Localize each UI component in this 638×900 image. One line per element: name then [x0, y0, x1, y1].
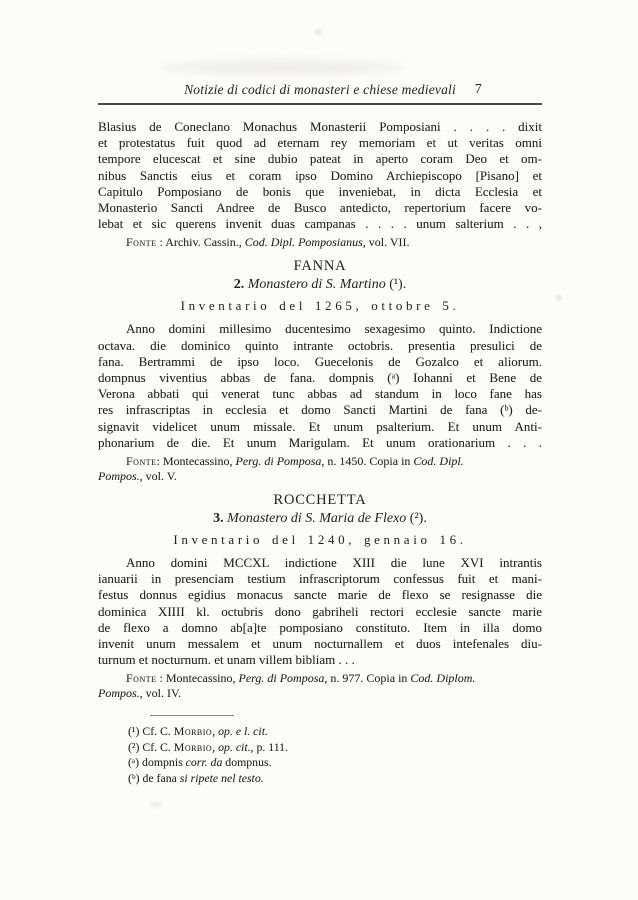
footnote-text: p. 111. [253, 739, 289, 754]
text-line: tempore elucescat et sine dubio pateat in aperto coram Deo et om- [98, 151, 542, 167]
entry-heading-rocchetta [98, 511, 542, 529]
footnote-marker: (ᵃ) [128, 755, 140, 770]
source-note-line [98, 469, 542, 484]
fonte-citation-italic: Pompos., [98, 686, 143, 701]
source-note-intro [98, 235, 542, 250]
footnote-text: Cf. C. [139, 739, 174, 754]
fonte-text: : Montecassino, [156, 671, 239, 686]
text-line: dominica XIIII kl. octubris dono gabriheli rectori ecclesie sancte marie [98, 603, 542, 619]
fonte-label: Fonte [126, 235, 157, 250]
text-line: dompnus viventius abbas de fana. dompnis (ᵃ) Iohanni et Bene de [98, 370, 542, 386]
text-line: et protestatus fuit quod ad eternam rey memoriam et ut veritas omni [98, 135, 542, 151]
footnote-smallcaps: Morbio [173, 739, 213, 754]
text-line: phonarium de die. Et unum Marigulam. Et unum orationarium . . . [98, 434, 542, 450]
scan-artifact [160, 60, 405, 75]
entry-heading-fanna [98, 277, 542, 295]
running-header-title: Notizie di codici di monasteri e chiese medievali [184, 82, 456, 97]
footnote-italic: op. e l. cit. [218, 724, 268, 739]
fonte-citation-italic: Cod. Dipl. Pomposianus, [244, 235, 366, 250]
text-line: res infrascriptas in ecclesia et domo Sancti Martini de fana (ᵇ) de- [98, 402, 542, 418]
fonte-text: : Montecassino, [156, 454, 236, 469]
source-note-line [98, 671, 542, 686]
text-line: Anno domini millesimo ducentesimo sexagesimo quinto. Indictione [126, 321, 542, 337]
footnote [128, 724, 542, 740]
paragraph-fanna [98, 321, 542, 451]
entry-footnote-ref: (²). [409, 511, 427, 527]
fonte-label: Fonte [126, 671, 157, 686]
fonte-text: , n. 977. Copia in [324, 671, 411, 686]
fonte-citation-italic: Pompos., [98, 469, 143, 484]
entry-number: 3. [213, 511, 224, 527]
entry-footnote-ref: (¹). [389, 277, 407, 293]
text-line: fana. Bertrammi de ipso loco. Guecelonis de Gozalco et aliorum. [98, 353, 542, 369]
footnote-smallcaps: Morbio [173, 724, 213, 739]
section-heading-fanna: FANNA [293, 258, 347, 275]
text-line: de flexo a domno ab[a]te pomposiano constituto. Item in illa domo [98, 619, 542, 635]
footnote [128, 740, 542, 756]
footnote-marker: (ᵇ) [128, 770, 140, 785]
footnote-text: dompnus. [222, 755, 272, 770]
source-note-line [98, 454, 542, 469]
fonte-citation-italic: Cod. Diplom. [410, 671, 476, 686]
fonte-text: vol. IV. [142, 686, 182, 701]
fonte-citation-italic: Cod. Dipl. [413, 454, 464, 469]
text-line: turnum et nocturnum. et unam villem bibliam . . . [98, 652, 355, 668]
footnote-marker: (¹) [128, 724, 140, 739]
text-line: invenit unum messalem et unum nocturnallem et duos intefenales diu- [98, 636, 542, 652]
text-line: octava. die dominico quinto intrante octobris. presentia presulici de [98, 337, 542, 353]
fonte-citation-italic: Perg. di Pomposa [238, 671, 325, 686]
page-number: 7 [474, 82, 482, 97]
footnote-text: , [212, 724, 219, 739]
fonte-text: vol. V. [142, 469, 177, 484]
scan-artifact [150, 802, 162, 807]
footnote [128, 755, 542, 771]
footnote-marker: (²) [128, 739, 140, 754]
inventory-line-rocchetta: Inventario del 1240, gennaio 16. [173, 532, 467, 548]
text-line: nibus Sanctis eius et coram ipso Domino Archiepiscopo [Pisano] et [98, 167, 542, 183]
fonte-text: vol. VII. [365, 235, 410, 250]
entry-title: Monastero di S. Martino [244, 277, 390, 293]
text-line: festus donnus egidius monacus sancte marie de flexo se resignasse die [98, 587, 542, 603]
footnote-text: de fana [139, 770, 180, 785]
footnote-italic: op. cit., [218, 739, 254, 754]
footnotes [128, 724, 542, 786]
footnote-separator [150, 715, 234, 716]
text-line: Capitulo Pomposiano de bonis que inveniebat, in dicta Ecclesia et [98, 183, 542, 199]
fonte-text: , n. 1450. Copia in [321, 454, 414, 469]
footnote-italic: corr. da [185, 755, 223, 770]
text-line: Anno domini MCCXL indictione XIII die lune XVI intrantis [126, 555, 542, 571]
inventory-line-fanna: Inventario del 1265, ottobre 5. [180, 298, 460, 314]
text-line: Monasterio Sancti Andree de Busco antedicto, repertorium facere vo- [98, 200, 542, 216]
section-heading-rocchetta: ROCCHETTA [273, 492, 367, 509]
source-note-line [98, 235, 542, 250]
page-content [98, 82, 542, 786]
scan-artifact [315, 29, 322, 35]
source-note-rocchetta [98, 671, 542, 701]
entry-number: 2. [233, 277, 245, 293]
paragraph-intro [98, 119, 542, 232]
text-line: signavit videlicet unum missale. Et unum psalterium. Et unum Anti- [98, 418, 542, 434]
footnote-text: Cf. C. [139, 724, 174, 739]
header-rule [98, 103, 542, 105]
fonte-citation-italic: Perg. di Pomposa [235, 454, 322, 469]
entry-title: Monastero di S. Maria de Flexo [223, 511, 410, 527]
footnote-text: dompnis [139, 755, 186, 770]
scan-artifact [556, 295, 562, 301]
footnote-text: , [212, 739, 219, 754]
source-note-line [98, 686, 542, 701]
text-line: Verona abbati qui venerat tunc abbas ad standum in loco fane has [98, 386, 542, 402]
footnote-italic: si ripete nel testo. [179, 770, 264, 785]
fonte-label: Fonte [126, 454, 157, 469]
text-line: ianuarii in presenciam testium infrascriptorum confessus fuit et mani- [98, 571, 542, 587]
text-line: lebat et sic querens invenit duas campanas . . . . unum salterium . . , [98, 216, 542, 232]
footnote [128, 771, 542, 787]
paragraph-rocchetta [98, 555, 542, 668]
fonte-text: : Archiv. Cassin., [156, 235, 245, 250]
running-header [98, 82, 542, 100]
text-line: Blasius de Coneclano Monachus Monasterii Pomposiani . . . . dixit [98, 119, 542, 134]
source-note-fanna [98, 454, 542, 484]
